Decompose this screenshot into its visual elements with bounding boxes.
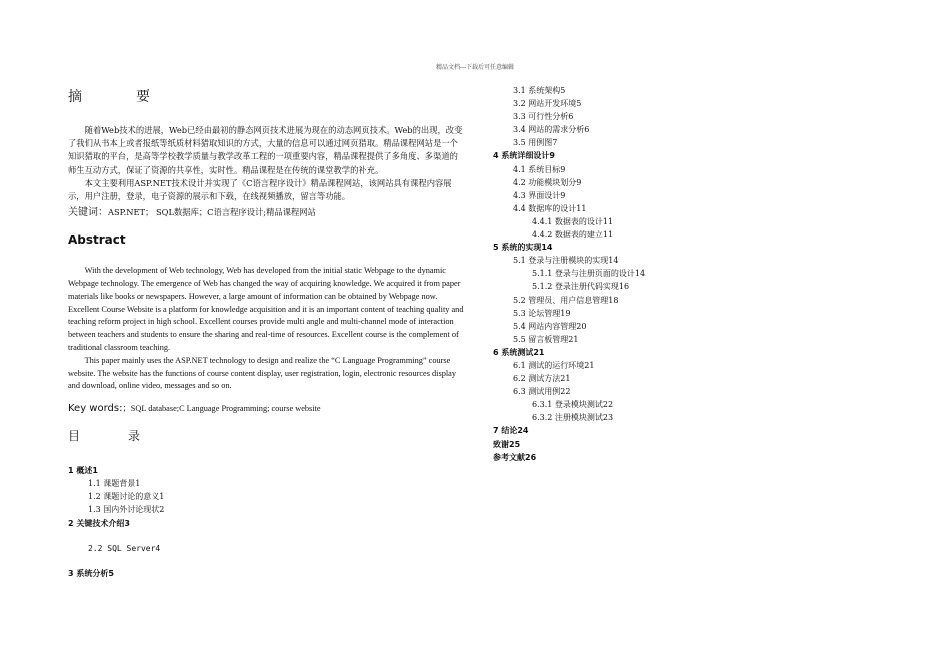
toc-section-4-1: 4.1 系统目标9 (513, 164, 566, 174)
toc-section-3-3: 3.3 可行性分析6 (513, 112, 574, 122)
toc-section-5-5: 5.5 留言板管理21 (513, 334, 579, 344)
summary-keywords-value: ASP.NET； SQL数据库；C语言程序设计;精品课程网站 (108, 207, 316, 218)
summary-keywords (68, 203, 466, 219)
toc-chapter-1: 1 概述1 (68, 466, 98, 476)
right-column (493, 84, 913, 464)
abstract-keywords (68, 399, 466, 415)
abstract-paragraph-1: With the development of Web technology, Web has developed from the initial static Webpage to the dynamic Webpage technology. The emergence of Web has changed the way of acquiring knowledge. We acquired it from paper materials like books or newspapers. However, a large amount of information can be obtained by Webpage now. Excellent Course Website is a platform for knowledge acquisition and it is an important content of teaching quality and teaching reform project in high school. Excellent courses provide multi angle and multi-channel mode of interaction between teachers and students to ensure the sharing and real-time of resources. Excellent course is the complement of traditional classroom teaching. (68, 266, 464, 352)
toc-section-1-1: 1.1 课题背景1 (88, 479, 141, 489)
toc-section-5-2: 5.2 管理员、用户信息管理18 (513, 295, 619, 305)
abstract-keywords-value: ；SQL database;C Language Programming; course website (122, 404, 321, 414)
toc-section-5-1-1: 5.1.1 登录与注册页面的设计14 (532, 269, 646, 279)
toc-section-4-4: 4.4 数据库的设计11 (513, 203, 587, 213)
toc-section-6-2: 6.2 测试方法21 (513, 374, 571, 384)
toc-chapter-3: 3 系统分析5 (68, 568, 114, 578)
toc-section-5-3: 5.3 论坛管理19 (513, 308, 571, 318)
toc-section-1-3: 1.3 国内外讨论现状2 (88, 505, 165, 515)
toc-section-3-1: 3.1 系统架构5 (513, 86, 566, 95)
summary-title: 摘 要 (68, 89, 170, 105)
abstract-title: Abstract (68, 233, 126, 248)
toc-chapter-4: 4 系统详细设计9 (493, 151, 555, 161)
toc-chapter-5: 5 系统的实现14 (493, 243, 553, 253)
toc-section-6-3: 6.3 测试用例22 (513, 387, 571, 397)
toc-references: 参考文献26 (493, 452, 537, 462)
toc-section-6-3-2: 6.3.2 注册模块测试23 (532, 413, 614, 423)
toc-section-6-3-1: 6.3.1 登录模块测试22 (532, 400, 614, 410)
toc-section-3-5: 3.5 用例图7 (513, 138, 558, 148)
abstract-keywords-label: Key words: (68, 403, 123, 415)
toc-section-4-3: 4.3 界面设计9 (513, 190, 566, 200)
toc-section-5-1: 5.1 登录与注册模块的实现14 (513, 256, 619, 266)
toc-section-4-2: 4.2 功能模块划分9 (513, 177, 582, 187)
toc-section-2-2: 2.2 SQL Server4 (88, 543, 161, 553)
left-column (68, 86, 466, 580)
toc-section-3-2: 3.2 网站开发环境5 (513, 99, 582, 109)
toc-chapter-6: 6 系统测试21 (493, 347, 545, 357)
toc-title: 目 录 (68, 429, 159, 444)
toc-section-5-4: 5.4 网站内容管理20 (513, 321, 587, 331)
toc-section-5-1-2: 5.1.2 登录注册代码实现16 (532, 282, 630, 292)
abstract-paragraph-2: This paper mainly uses the ASP.NET technology to design and realize the “C Language Programming” course website. The website has the functions of course content display, user registration, login, electronic resources display and download, online video, messages and so on. (68, 355, 457, 391)
toc-section-1-2: 1.2 课题讨论的意义1 (88, 492, 165, 502)
toc-section-4-4-1: 4.4.1 数据表的设计11 (532, 216, 614, 226)
toc-chapter-2: 2 关键技术介绍3 (68, 518, 130, 528)
summary-keywords-label: 关键词： (68, 207, 108, 219)
summary-paragraph-1: 随着Web技术的进展，Web已经由最初的静态网页技术进展为现在的动态网页技术。Web的出现，改变了我们从书本上或者报纸等纸质材料猎取知识的方式，大量的信息可以通过网页猎取。精品课程网站是一个知识猎取的平台，是高等学校教学质量与教学改革工程的一项重要内容，精品课程提供了多角度、多渠道的师生互动方式，保证了资源的共享性，实时性。精品课程是在传统的课堂教学的补充。 (68, 125, 463, 175)
toc-section-4-4-2: 4.4.2 数据表的建立11 (532, 230, 614, 240)
toc-section-3-4: 3.4 网站的需求分析6 (513, 125, 590, 135)
toc-acknowledgements: 致谢25 (493, 439, 521, 449)
toc-section-6-1: 6.1 测试的运行环境21 (513, 360, 595, 370)
toc-chapter-7: 7 结论24 (493, 426, 529, 436)
summary-paragraph-2: 本文主要利用ASP.NET技术设计并实现了《C语言程序设计》精品课程网站，该网站具有课程内容展示，用户注册，登录，电子资源的展示和下载，在线视频播放，留言等功能。 (68, 177, 452, 202)
page-header: 精品文档---下载后可任意编辑 (435, 64, 515, 71)
